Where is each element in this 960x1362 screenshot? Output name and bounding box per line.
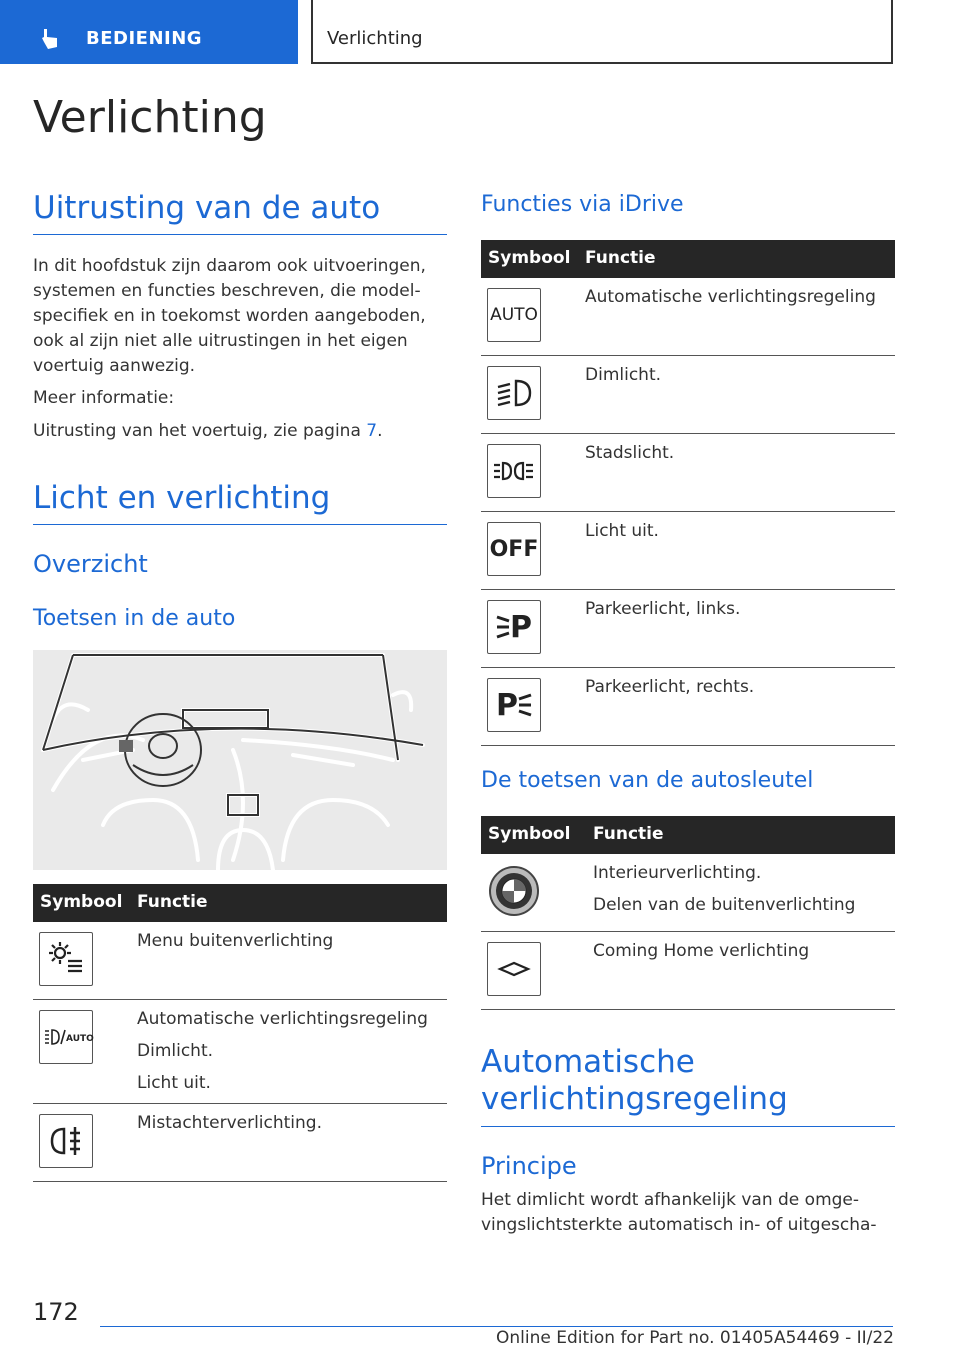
exterior-light-menu-icon (39, 932, 93, 986)
parking-left-icon (487, 600, 541, 654)
more-info-label: Meer informatie: (33, 388, 175, 408)
footer-text: Online Edition for Part no. 01405A54469 - II/22 (495, 1328, 894, 1348)
heading-idrive: Functies via iDrive (481, 192, 684, 217)
footer-rule (100, 1326, 893, 1327)
table-row (481, 932, 895, 1010)
low-beam-icon (487, 366, 541, 420)
table-row (481, 668, 895, 746)
parking-letter: P (496, 687, 518, 723)
table-header (481, 240, 895, 278)
auto-text-icon (487, 288, 541, 342)
reference-end: . (377, 421, 383, 441)
table-row (33, 1104, 447, 1182)
table-row (481, 854, 895, 932)
heading-licht: Licht en verlichting (33, 480, 331, 516)
chapter-box (311, 0, 893, 64)
row-function: Automatische verlichtingsregeling (585, 287, 876, 307)
heading-rule (33, 234, 447, 235)
section-label: BEDIENING (86, 28, 203, 49)
heading-rule (33, 524, 447, 525)
row-function: Dimlicht. (585, 365, 662, 385)
principe-paragraph (481, 1188, 895, 1238)
row-function: Parkeerlicht, links. (585, 599, 741, 619)
row-function: Parkeerlicht, rechts. (585, 677, 755, 697)
hand-pointer-icon (40, 28, 60, 50)
table-row (33, 1000, 447, 1104)
table-row (481, 434, 895, 512)
col-symbol: Symbool (488, 248, 571, 268)
heading-uitrusting: Uitrusting van de auto (33, 190, 381, 226)
heading-autosleutel: De toetsen van de autosleutel (481, 768, 814, 793)
key-symbol-table (481, 816, 895, 1010)
fog-light-icon (39, 1114, 93, 1168)
page-number: 172 (33, 1298, 79, 1326)
heading-principe: Principe (481, 1152, 577, 1180)
heading-automatische (481, 1044, 788, 1118)
parking-light-icon (487, 444, 541, 498)
table-row (481, 356, 895, 434)
table-header (481, 816, 895, 854)
auto-light-button-icon (39, 1010, 93, 1064)
row-function: Dimlicht. (137, 1041, 214, 1061)
table-header (33, 884, 447, 922)
principe-line-2: vingslichtsterkte automatisch in- of uitgescha- (481, 1215, 877, 1235)
auto-icon-text: AUTO (490, 305, 538, 325)
light-switch-highlight (119, 740, 133, 752)
row-function: Automatische verlichtingsregeling (137, 1009, 428, 1029)
page-link[interactable]: 7 (366, 421, 378, 441)
row-function: Menu buitenverlichting (137, 931, 334, 951)
row-function: Delen van de buitenverlichting (593, 895, 856, 915)
row-function: Mistachterverlichting. (137, 1113, 322, 1133)
left-symbol-table (33, 884, 447, 1182)
table-row (33, 922, 447, 1000)
intro-paragraph: In dit hoofdstuk zijn daarom ook uitvoeringen, systemen en functies beschreven, die model-specifiek en in toekomst worden aangeboden, ook al zijn niet alle uitrustingen in het eigen voertuig aanwezig. (33, 256, 426, 376)
row-function: Licht uit. (137, 1073, 211, 1093)
table-row (481, 590, 895, 668)
table-row (481, 278, 895, 356)
parking-right-icon (487, 678, 541, 732)
col-symbol: Symbool (40, 892, 123, 912)
row-function: Licht uit. (585, 521, 659, 541)
idrive-symbol-table (481, 240, 895, 746)
col-functie: Functie (585, 248, 656, 268)
row-function: Coming Home verlichting (593, 941, 810, 961)
car-interior-image (33, 650, 447, 870)
row-function: Interieurverlichting. (593, 863, 762, 883)
dashboard-illustration (33, 650, 447, 870)
page-title: Verlichting (33, 92, 267, 143)
off-icon-text: OFF (489, 536, 539, 562)
bmw-logo-icon (487, 864, 541, 918)
coming-home-icon (487, 942, 541, 996)
row-function: Stadslicht. (585, 443, 675, 463)
principe-line-1: Het dimlicht wordt afhankelijk van de omge- (481, 1190, 860, 1210)
svg-text:AUTO: AUTO (66, 1034, 94, 1044)
section-tab (0, 0, 298, 64)
heading-line-1: Automatische (481, 1044, 695, 1080)
reference-paragraph (33, 419, 383, 444)
col-functie: Functie (137, 892, 208, 912)
reference-text: Uitrusting van het voertuig, zie pagina (33, 421, 367, 441)
heading-rule (481, 1126, 895, 1127)
table-row (481, 512, 895, 590)
heading-line-2: verlichtingsregeling (481, 1081, 788, 1117)
heading-toetsen: Toetsen in de auto (33, 606, 236, 631)
heading-overzicht: Overzicht (33, 550, 148, 578)
col-symbol: Symbool (488, 824, 571, 844)
col-functie: Functie (593, 824, 664, 844)
chapter-label: Verlichting (327, 28, 423, 49)
parking-letter: P (510, 609, 532, 645)
off-text-icon (487, 522, 541, 576)
